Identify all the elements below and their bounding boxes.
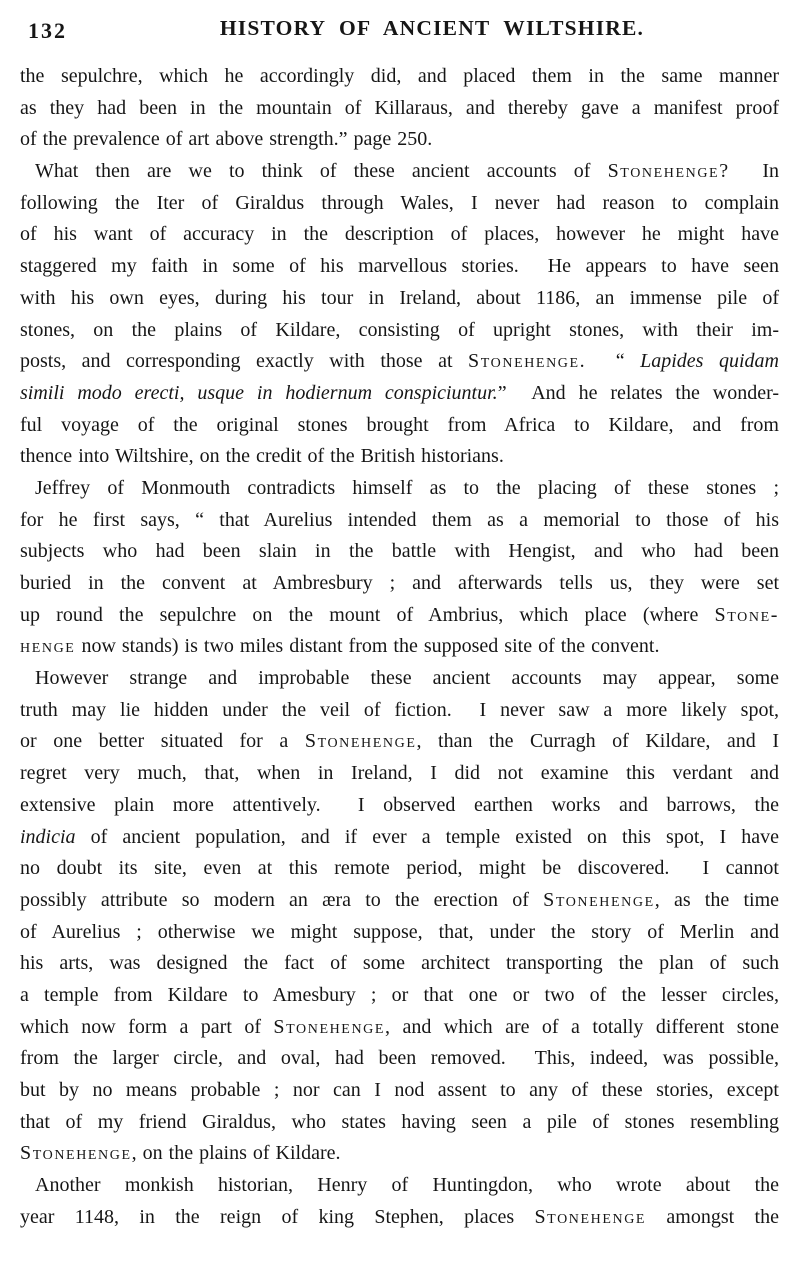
body-text: . “ bbox=[579, 350, 641, 373]
small-caps-text: Stonehenge bbox=[543, 888, 655, 911]
body-text: possibly attribute so modern an æra to the erection of bbox=[20, 888, 544, 911]
body-text: thence into Wiltshire, on the credit of the British historians. bbox=[20, 445, 504, 468]
text-line bbox=[20, 505, 779, 537]
text-line bbox=[20, 1075, 779, 1107]
text-line bbox=[20, 1107, 779, 1139]
text-line bbox=[20, 61, 779, 93]
body-text: his arts, was designed the fact of some architect transporting the plan of such bbox=[20, 952, 779, 975]
body-text: buried in the convent at Ambresbury ; and afterwards tells us, they were set bbox=[20, 572, 779, 594]
body-text: staggered my faith in some of his marvellous stories. He appears to have seen bbox=[20, 255, 779, 278]
body-text: following the Iter of Giraldus through Wales, I never had reason to complain bbox=[20, 191, 779, 214]
body-text: which now form a part of bbox=[20, 1015, 274, 1038]
body-text: from the larger circle, and oval, had been removed. This, indeed, was possible, bbox=[20, 1047, 779, 1070]
body-text: posts, and corresponding exactly with those at bbox=[20, 350, 469, 373]
body-text: that of my friend Giraldus, who states having seen a pile of stones resembling bbox=[20, 1110, 779, 1133]
small-caps-text: Stonehenge bbox=[607, 160, 720, 183]
body-text: truth may lie hidden under the veil of fiction. I never saw a more likely spot, bbox=[20, 698, 779, 721]
small-caps-text: henge bbox=[20, 635, 76, 658]
small-caps-text: Stonehenge bbox=[20, 1142, 132, 1165]
text-line bbox=[20, 695, 779, 727]
body-text: extensive plain more attentively. I observed earthen works and barrows, the bbox=[20, 793, 779, 816]
body-text: of ancient population, and if ever a temple existed on this spot, I have bbox=[75, 825, 779, 848]
body-text: However strange and improbable these ancient accounts may appear, some bbox=[35, 667, 779, 690]
body-text: a temple from Kildare to Amesbury ; or that one or two of the lesser circles, bbox=[20, 983, 779, 1006]
body-text: regret very much, that, when in Ireland, I did not examine this verdant and bbox=[20, 762, 779, 785]
body-text: , on the plains of Kildare. bbox=[131, 1142, 341, 1165]
text-line bbox=[20, 726, 779, 758]
body-text: , than the Curragh of Kildare, and I bbox=[416, 730, 779, 753]
body-text: no doubt its site, even at this remote period, might be discovered. I cannot bbox=[20, 857, 779, 880]
body-text: up round the sepulchre on the mount of Ambrius, which place (where bbox=[20, 603, 715, 626]
body-text: as they had been in the mountain of Killaraus, and thereby gave a manifest proof bbox=[20, 96, 779, 119]
body-text: , and which are of a totally different stone bbox=[385, 1015, 779, 1038]
body-text: of the prevalence of art above strength.” page 250. bbox=[20, 128, 433, 151]
body-text: or one better situated for a bbox=[20, 730, 305, 753]
body-text: , as the time bbox=[654, 888, 779, 911]
text-line bbox=[20, 1138, 779, 1170]
body-text: ” And he relates the wonder- bbox=[497, 381, 779, 404]
text-line bbox=[20, 441, 779, 473]
text-line bbox=[20, 917, 779, 949]
body-text: now stands) is two miles distant from the supposed site of the convent. bbox=[75, 635, 660, 658]
text-line bbox=[20, 885, 779, 917]
body-text: with his own eyes, during his tour in Ireland, about 1186, an immense pile of bbox=[20, 286, 779, 309]
text-line bbox=[20, 156, 779, 188]
body-text: of Aurelius ; otherwise we might suppose, that, under the story of Merlin and bbox=[20, 920, 779, 943]
text-line bbox=[20, 251, 779, 283]
text-line bbox=[20, 790, 779, 822]
text-line bbox=[20, 315, 779, 347]
body-text: stones, on the plains of Kildare, consisting of upright stones, with their im- bbox=[20, 318, 779, 341]
body-text: for he first says, “ that Aurelius intended them as a memorial to those of his bbox=[20, 508, 779, 531]
text-line bbox=[20, 283, 779, 315]
italic-text: simili modo erecti, usque in hodiernum conspiciuntur. bbox=[20, 381, 498, 404]
text-line bbox=[20, 346, 779, 378]
text-line bbox=[20, 1202, 779, 1234]
text-line bbox=[20, 948, 779, 980]
page-header bbox=[20, 16, 780, 46]
small-caps-text: Stone- bbox=[714, 603, 779, 626]
small-caps-text: Stonehenge bbox=[468, 350, 580, 373]
text-line bbox=[20, 758, 779, 790]
text-line bbox=[20, 410, 779, 442]
small-caps-text: Stonehenge bbox=[534, 1205, 647, 1228]
text-line bbox=[20, 822, 779, 854]
text-line bbox=[20, 1012, 779, 1044]
body-text: ? In bbox=[719, 160, 779, 183]
text-line bbox=[20, 93, 779, 125]
text-line bbox=[20, 1043, 779, 1075]
body-text: Jeffrey of Monmouth contradicts himself as to the placing of these stones ; bbox=[35, 476, 779, 499]
text-line bbox=[20, 188, 779, 220]
text-line bbox=[20, 980, 779, 1012]
text-line bbox=[20, 663, 779, 695]
body-text: amongst the bbox=[646, 1205, 779, 1228]
text-line bbox=[20, 219, 779, 251]
body-text: but by no means probable ; nor can I nod assent to any of these stories, except bbox=[20, 1079, 779, 1101]
small-caps-text: Stonehenge bbox=[273, 1015, 386, 1038]
page-body bbox=[20, 61, 779, 1233]
small-caps-text: Stonehenge bbox=[304, 730, 417, 753]
body-text: the sepulchre, which he accordingly did, and placed them in the same manner bbox=[20, 65, 779, 87]
page-number: 132 bbox=[28, 18, 67, 43]
body-text: year 1148, in the reign of king Stephen, places bbox=[20, 1205, 535, 1228]
text-line bbox=[20, 600, 779, 632]
text-line bbox=[20, 853, 779, 885]
running-title: HISTORY OF ANCIENT WILTSHIRE. bbox=[219, 16, 645, 40]
text-line bbox=[20, 378, 779, 410]
italic-text: Lapides quidam bbox=[640, 350, 779, 373]
text-line bbox=[20, 536, 779, 568]
text-line bbox=[20, 124, 779, 156]
text-line bbox=[20, 568, 779, 600]
body-text: ful voyage of the original stones brought from Africa to Kildare, and from bbox=[20, 413, 779, 436]
text-line bbox=[20, 631, 779, 663]
text-line bbox=[20, 1170, 779, 1202]
body-text: subjects who had been slain in the battle with Hengist, and who had been bbox=[20, 540, 779, 563]
text-line bbox=[20, 473, 779, 505]
body-text: Another monkish historian, Henry of Huntingdon, who wrote about the bbox=[35, 1174, 779, 1197]
italic-text: indicia bbox=[20, 825, 76, 848]
body-text: What then are we to think of these ancient accounts of bbox=[35, 160, 608, 183]
body-text: of his want of accuracy in the description of places, however he might have bbox=[20, 223, 779, 246]
